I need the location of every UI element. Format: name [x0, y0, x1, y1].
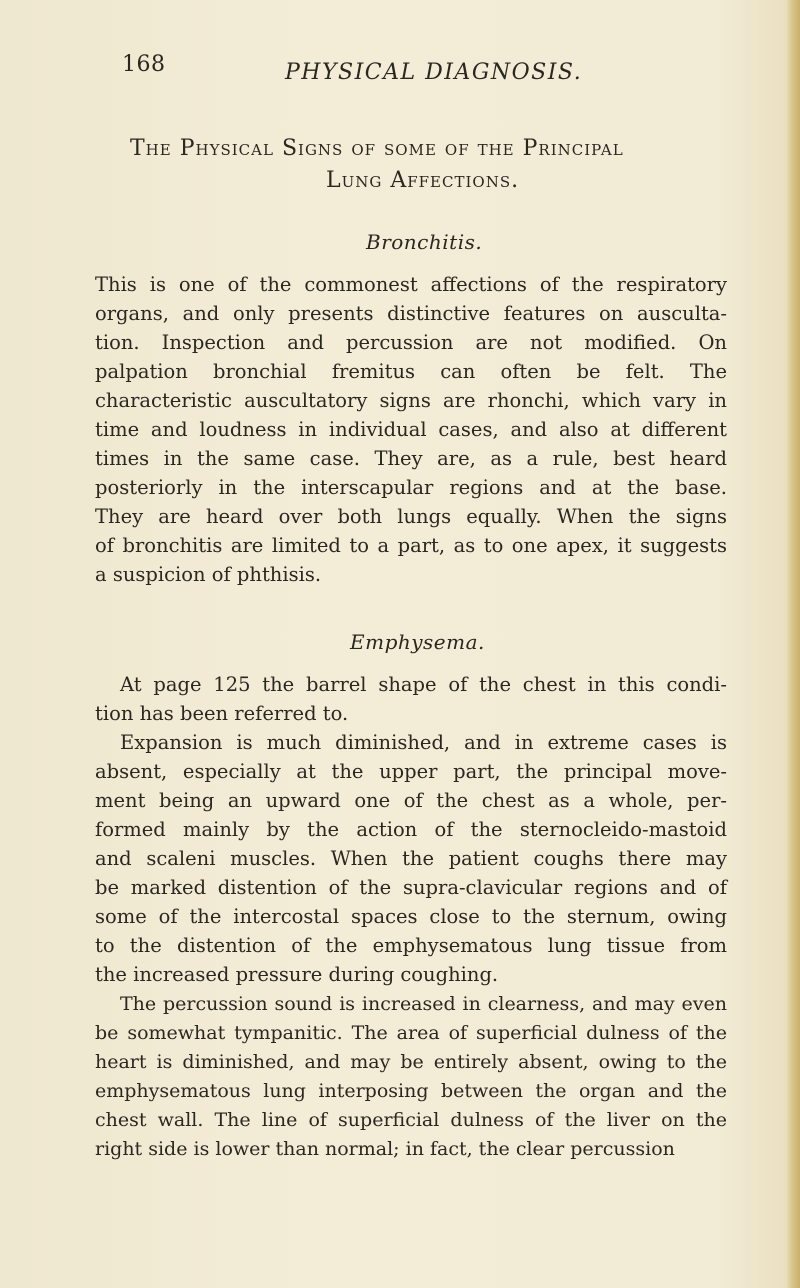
paragraph-line: be somewhat tympanitic. The area of superficial dulness of the: [95, 1022, 727, 1044]
paragraph-line: chest wall. The line of superficial dulness of the liver on the: [95, 1109, 727, 1131]
paragraph-line: the increased pressure during coughing.: [95, 963, 499, 986]
paragraph-line: right side is lower than normal; in fact, the clear percussion: [95, 1138, 675, 1160]
paragraph-line: They are heard over both lungs equally. When the signs: [95, 505, 727, 528]
paragraph-line: organs, and only presents distinctive features on ausculta-: [95, 302, 727, 325]
paragraph-line: The percussion sound is increased in clearness, and may even: [120, 993, 727, 1015]
paragraph-line: heart is diminished, and may be entirely absent, owing to the: [95, 1051, 727, 1073]
page-edge: [786, 0, 800, 1288]
paragraph-line: posteriorly in the interscapular regions and at the base.: [95, 476, 727, 499]
paragraph-line: tion has been referred to.: [95, 702, 349, 725]
paragraph-line: Expansion is much diminished, and in extreme cases is: [120, 731, 727, 754]
page-number: 168: [122, 52, 166, 77]
paragraph-line: times in the same case. They are, as a rule, best heard: [95, 447, 727, 470]
paragraph-line: formed mainly by the action of the sternocleido-mastoid: [95, 818, 727, 841]
paragraph-line: At page 125 the barrel shape of the chest in this condi-: [120, 673, 727, 696]
chapter-title-line-2: Lung Affections.: [326, 168, 520, 193]
paragraph-line: ment being an upward one of the chest as a whole, per-: [95, 789, 727, 812]
paragraph-line: absent, especially at the upper part, the principal move-: [95, 760, 727, 783]
paragraph-line: palpation bronchial fremitus can often be felt. The: [95, 360, 727, 383]
running-head: PHYSICAL DIAGNOSIS.: [285, 60, 583, 85]
paragraph-line: a suspicion of phthisis.: [95, 563, 322, 586]
paragraph-line: characteristic auscultatory signs are rhonchi, which vary in: [95, 389, 727, 412]
section-heading-emphysema: Emphysema.: [350, 630, 485, 654]
paragraph-line: This is one of the commonest affections of the respiratory: [95, 273, 727, 296]
paragraph-line: time and loudness in individual cases, and also at different: [95, 418, 727, 441]
paragraph-line: emphysematous lung interposing between the organ and the: [95, 1080, 727, 1102]
chapter-title-line-1: The Physical Signs of some of the Principal: [130, 136, 624, 161]
paragraph-line: and scaleni muscles. When the patient coughs there may: [95, 847, 727, 870]
paragraph-line: some of the intercostal spaces close to the sternum, owing: [95, 905, 727, 928]
paragraph-line: to the distention of the emphysematous lung tissue from: [95, 934, 727, 957]
paragraph-line: tion. Inspection and percussion are not modified. On: [95, 331, 727, 354]
paragraph-line: be marked distention of the supra-clavicular regions and of: [95, 876, 727, 899]
paragraph-line: of bronchitis are limited to a part, as to one apex, it suggests: [95, 534, 727, 557]
section-heading-bronchitis: Bronchitis.: [366, 230, 483, 254]
